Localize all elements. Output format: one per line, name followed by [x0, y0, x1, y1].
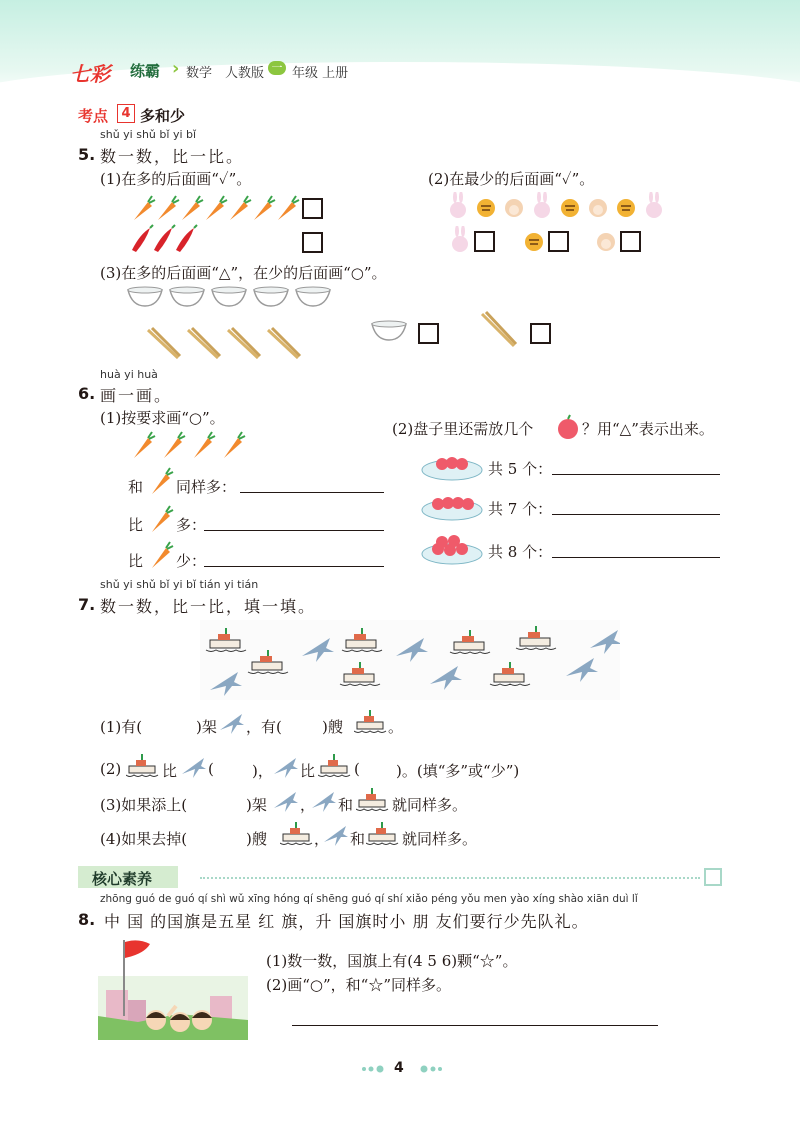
- plate-icon: [420, 530, 484, 566]
- carrot-icon: [148, 504, 174, 536]
- q7-line2-b: 比: [162, 762, 178, 780]
- q6-row3-label-b: 少：: [176, 552, 207, 570]
- q8-part2: (2)画“○”，和“☆”同样多。: [266, 976, 452, 994]
- answer-box[interactable]: [418, 323, 439, 344]
- q5-part3: (3)在多的后面画“△”，在少的后面画“○”。: [100, 264, 387, 282]
- bowl-row: [126, 284, 336, 310]
- plate2-label: 共 7 个：: [488, 500, 553, 518]
- header-edition: 人教版: [225, 66, 265, 81]
- q7-line4-c: ，: [314, 830, 330, 848]
- q7-line2-g: )。(填“多”或“少”): [396, 762, 520, 780]
- q7-pinyin: shǔ yi shǔ bǐ yi bǐ tián yi tián: [100, 578, 259, 591]
- q6-row1-label-a: 和: [128, 478, 144, 496]
- q5-part2: (2)在最少的后面画“✓”。: [428, 170, 595, 188]
- carrot-icon: [224, 432, 245, 458]
- bowl-icon: [370, 318, 410, 344]
- boat-icon: [318, 752, 352, 780]
- monkey-icon: [505, 199, 523, 217]
- carrot-icon: [230, 196, 251, 220]
- q7-number: 7.: [78, 595, 96, 614]
- q7-line2-a: (2): [100, 760, 122, 778]
- q7-line2-c: (: [208, 760, 214, 778]
- q7-line4-b: )艘: [246, 830, 267, 848]
- chopsticks-row: [146, 326, 306, 362]
- rabbit-icon: [450, 226, 470, 252]
- q7-line2-f: (: [354, 760, 360, 778]
- q7-line4-d: 和: [350, 830, 366, 848]
- chopsticks-icon: [148, 328, 180, 358]
- carrot-icon: [254, 196, 275, 220]
- answer-box[interactable]: [474, 231, 495, 252]
- chopsticks-icon: [188, 328, 220, 358]
- q7-line1-a: (1)有(: [100, 718, 143, 736]
- boat-icon: [280, 820, 314, 848]
- q8-number: 8.: [78, 910, 96, 929]
- answer-line[interactable]: [204, 530, 384, 531]
- answer-box[interactable]: [620, 231, 641, 252]
- q6-part1: (1)按要求画“○”。: [100, 409, 225, 427]
- pepper-row: [130, 224, 210, 254]
- header-grade-term: 年级 上册: [292, 66, 349, 81]
- section-divider: [200, 877, 700, 879]
- chopsticks-icon: [480, 310, 520, 350]
- q7-line3-c: ，: [300, 796, 316, 814]
- q8-part1: (1)数一数，国旗上有(4 5 6)颗“☆”。: [266, 952, 518, 970]
- chopsticks-icon: [268, 328, 300, 358]
- plane-icon: [180, 754, 206, 780]
- answer-box[interactable]: [302, 198, 323, 219]
- plane-icon: [272, 754, 298, 780]
- q6-part2-a: (2)盘子里还需放几个: [392, 420, 534, 438]
- bowl-icon: [128, 287, 162, 306]
- q5-text: 数一数，比一比。: [100, 147, 245, 166]
- carrot-icon: [194, 432, 215, 458]
- chevron-right-icon: ›: [172, 58, 180, 79]
- carrot-icon: [134, 196, 155, 220]
- brand-logo: 七彩: [70, 62, 110, 86]
- answer-line[interactable]: [552, 474, 720, 475]
- carrot-icon: [206, 196, 227, 220]
- plane-icon: [310, 788, 336, 814]
- q5-pinyin: shǔ yi shǔ bǐ yi bǐ: [100, 128, 197, 141]
- monkey-icon: [589, 199, 607, 217]
- carrot-icon: [164, 432, 185, 458]
- q6-number: 6.: [78, 384, 96, 403]
- answer-box[interactable]: [302, 232, 323, 253]
- rabbit-icon: [534, 192, 550, 218]
- apple-icon: [556, 414, 580, 440]
- section-title: 多和少: [140, 107, 186, 125]
- section-number: 4: [117, 104, 135, 123]
- answer-line[interactable]: [552, 557, 720, 558]
- tiger-icon: [561, 199, 579, 217]
- tiger-icon: [524, 226, 544, 252]
- brand-name: 练霸: [130, 62, 161, 80]
- header-subject: 数学: [186, 66, 213, 81]
- plate3-label: 共 8 个：: [488, 543, 553, 561]
- tiger-icon: [617, 199, 635, 217]
- rabbit-icon: [646, 192, 662, 218]
- section-label: 考点: [78, 107, 109, 125]
- section-divider-end: [704, 868, 722, 886]
- pepper-icon: [176, 225, 197, 252]
- q6-row1-label-b: 同样多：: [176, 478, 237, 496]
- q6-row2-label-a: 比: [128, 516, 144, 534]
- pepper-icon: [132, 225, 153, 252]
- q7-line3-d: 和: [338, 796, 354, 814]
- carrot-icon: [158, 196, 179, 220]
- bowl-icon: [254, 287, 288, 306]
- q7-line1-d: )艘: [322, 718, 343, 736]
- page-number: 4: [394, 1060, 404, 1076]
- answer-box[interactable]: [548, 231, 569, 252]
- q6-row2-label-b: 多：: [176, 516, 207, 534]
- answer-box[interactable]: [530, 323, 551, 344]
- q7-line2-d: )，: [252, 762, 273, 780]
- plane-icon: [272, 788, 298, 814]
- q8-text: 中 国 的国旗是五星 红 旗，升 国旗时小 朋 友们要行少先队礼。: [104, 912, 589, 931]
- boat-icon: [126, 752, 160, 780]
- answer-line[interactable]: [292, 1025, 658, 1026]
- plate-icon: [420, 448, 484, 482]
- animal-row: [448, 192, 668, 222]
- q6-text: 画一画。: [100, 386, 173, 405]
- plane-icon: [218, 710, 244, 736]
- carrot-icon: [148, 466, 174, 498]
- core-section-title: 核心素养: [92, 870, 153, 888]
- q7-line3-b: )架: [246, 796, 267, 814]
- flag-illustration: [98, 936, 248, 1040]
- carrot-icon: [278, 196, 299, 220]
- header-grade-badge: 一: [268, 61, 286, 75]
- q8-pinyin: zhōng guó de guó qí shì wǔ xīng hóng qí shēng guó qí shí xiǎo péng yǒu men yào xíng shào xiān duì lǐ: [100, 893, 638, 905]
- bowl-icon: [296, 287, 330, 306]
- q6-pinyin: huà yi huà: [100, 368, 158, 381]
- bowl-icon: [212, 287, 246, 306]
- pepper-icon: [154, 225, 175, 252]
- carrot-icon: [148, 540, 174, 572]
- answer-line[interactable]: [240, 492, 384, 493]
- q7-line4-e: 就同样多。: [402, 830, 478, 848]
- bowl-icon: [170, 287, 204, 306]
- tiger-icon: [477, 199, 495, 217]
- rabbit-icon: [450, 192, 466, 218]
- carrot-row: [130, 194, 300, 224]
- answer-line[interactable]: [552, 514, 720, 515]
- q7-line3-e: 就同样多。: [392, 796, 468, 814]
- q7-line1-b: )架: [196, 718, 217, 736]
- q5-number: 5.: [78, 145, 96, 164]
- q7-text: 数一数，比一比，填一填。: [100, 597, 317, 616]
- plate1-label: 共 5 个：: [488, 460, 553, 478]
- q7-line2-e: 比: [300, 762, 316, 780]
- q7-line1-c: ，有(: [246, 718, 282, 736]
- q7-line4-a: (4)如果去掉(: [100, 830, 188, 848]
- boat-icon: [366, 820, 400, 848]
- monkey-icon: [596, 226, 616, 252]
- carrot-icon: [134, 432, 155, 458]
- q6-row3-label-a: 比: [128, 552, 144, 570]
- answer-line[interactable]: [204, 566, 384, 567]
- q5-part1: (1)在多的后面画“✓”。: [100, 170, 252, 188]
- boat-icon: [356, 786, 390, 814]
- carrot-icon: [182, 196, 203, 220]
- plate-icon: [420, 488, 484, 522]
- plane-icon: [322, 822, 348, 848]
- q7-line3-a: (3)如果添上(: [100, 796, 188, 814]
- q6-part2-b: ？用“△”表示出来。: [582, 420, 714, 438]
- boats-planes-picture: [200, 620, 620, 700]
- chopsticks-icon: [228, 328, 260, 358]
- carrot-row: [130, 430, 250, 462]
- boat-icon: [354, 708, 388, 736]
- q7-line1-e: 。: [388, 718, 404, 736]
